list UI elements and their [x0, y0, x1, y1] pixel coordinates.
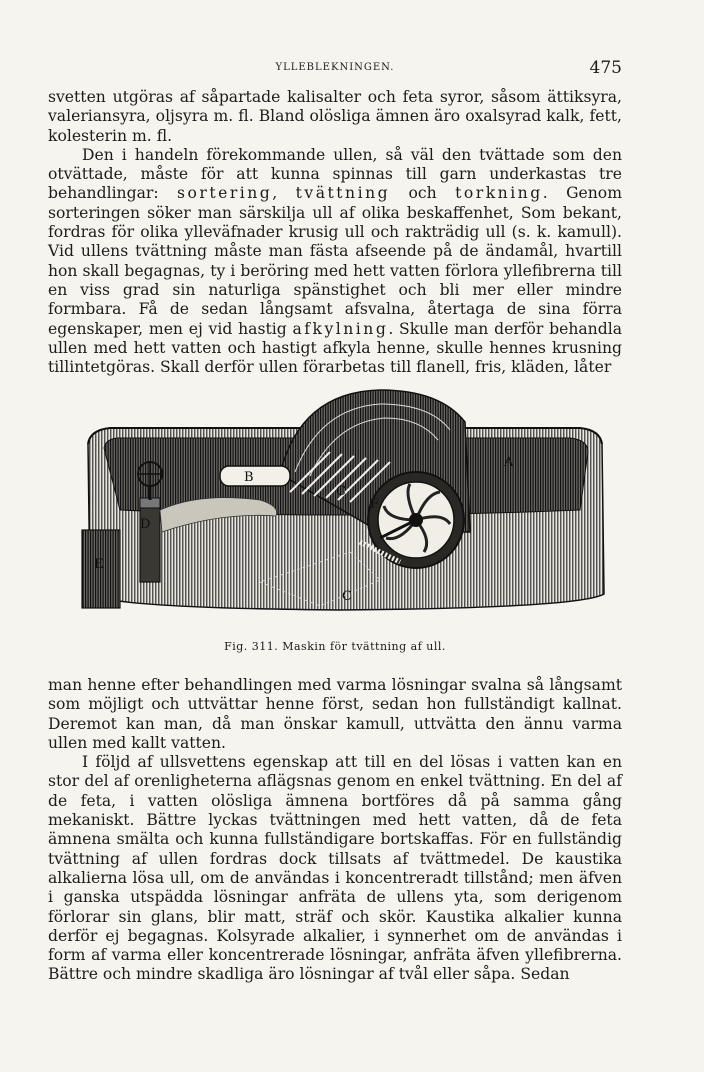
term-sortering: sortering [176, 184, 273, 203]
p2-text-3: och [390, 184, 456, 203]
term-afkylning: afkylning [292, 319, 389, 338]
p2-text-2: , [272, 184, 296, 203]
figure-label-c-bottom: C [342, 589, 352, 604]
paragraph-3: man henne efter behandlingen med varma lösningar svalna så långsamt som möjligt och uttvättar henne först, sedan hon fullständigt kallnat. Deremot kan man, då man önskar kamull, uttvätta den ännu varma ullen med kallt vatten. [48, 676, 622, 752]
figure-label-d: D [140, 517, 151, 532]
figure-311 [80, 382, 620, 632]
term-torkning: torkning [455, 184, 543, 203]
page-number: 475 [589, 58, 622, 78]
term-tvattning: tvättning [295, 184, 391, 203]
figure-label-a: A [504, 455, 514, 470]
figure-label-e: E [94, 557, 104, 572]
text-block-bottom [48, 676, 622, 985]
running-title: YLLEBLEKNINGEN. [275, 62, 395, 73]
figure-label-b: B [244, 470, 254, 485]
figure-label-c-top: C [336, 484, 346, 499]
p2-text-4: . Genom sorteringen söker man särskilja ull af olika beskaffenhet, Som bekant, fordras för olika ylleväfnader krusig ull och rakträdig ull (s. k. kamull). Vid ullens tvättning måste man fästa afseende på de ändamål, hvartill hon skall begagnas, ty i beröring med hett vatten förlora yllefibrerna till en viss grad sin naturliga spänstighet och bli mer eller mindre formbara. Få de sedan långsamt afsvalna, återtaga de sina förra egenskaper, men ej vid hastig [48, 184, 622, 338]
page-header [48, 58, 622, 78]
figure-label-f: F [370, 497, 380, 512]
paragraph-4: I följd af ullsvettens egenskap att till en del lösas i vatten kan en stor del af orenligheterna aflägsnas genom en enkel tvättning. En del af de feta, i vatten olösliga ämnena bortföres då på samma gång mekaniskt. Bättre lyckas tvättningen med hett vatten, då de feta ämnena smälta och kunna fullständigare bortskaffas. För en fullständig tvättning af ullen fordras dock tillsats af tvättmedel. De kaustika alkalierna lösa ull, om de användas i koncentreradt tillstånd; men äfven i ganska utspädda lösningar anfräta de ullens yta, som derigenom förlorar sin glans, blir matt, sträf och skör. Kaustika alkalier kunna derför ej begagnas. Kolsyrade alkalier, i synnerhet om de användas i form af varma eller koncentrerade lösningar, anfräta äfven yllefibrerna. Bättre och mindre skadliga äro lösningar af tvål eller såpa. Sedan [48, 753, 622, 984]
p2-text-1: Den i handeln förekommande ullen, så väl den tvättade som den otvättade, måste för att kunna spinnas till garn underkastas tre behandlingar: [48, 145, 622, 203]
paragraph-2 [48, 146, 622, 378]
paragraph-1: svetten utgöras af såpartade kalisalter och feta syror, såsom ättiksyra, valeriansyra, oljsyra m. fl. Bland olösliga ämnen äro oxalsyrad kalk, fett, kolesterin m. fl. [48, 88, 622, 145]
text-block-top [48, 88, 622, 377]
figure-caption: Fig. 311. Maskin för tvättning af ull. [224, 640, 446, 653]
wool-washing-machine-illustration [80, 382, 620, 632]
p2-text-5: . Skulle man derför behandla ullen med hett vatten och hastigt afkyla henne, skulle hennes krusning tillintetgöras. Skall derför ullen förarbetas till flanell, fris, kläden, låter [48, 319, 622, 377]
